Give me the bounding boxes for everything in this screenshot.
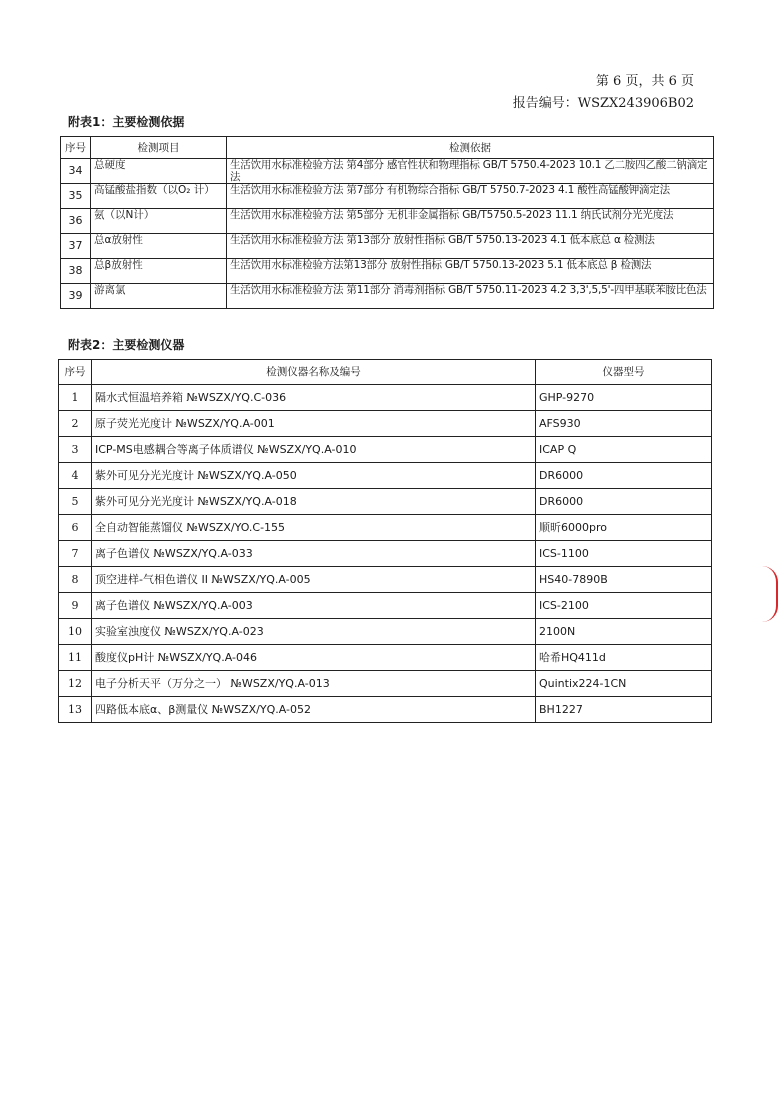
instrument-model: 2100N bbox=[536, 619, 712, 645]
table-row bbox=[61, 284, 714, 309]
table1-title: 附表1：主要检测依据 bbox=[68, 115, 185, 129]
instrument-model: DR6000 bbox=[536, 463, 712, 489]
page-info: 第 6 页，共 6 页 bbox=[595, 74, 694, 89]
table-row bbox=[59, 463, 712, 489]
col-header-no: 序号 bbox=[59, 360, 92, 385]
row-no: 39 bbox=[61, 284, 91, 309]
row-no: 3 bbox=[59, 437, 92, 463]
row-basis: 生活饮用水标准检验方法 第7部分 有机物综合指标 GB/T 5750.7-2023 4.1 酸性高锰酸钾滴定法 bbox=[227, 184, 714, 209]
instrument-name: ICP-MS电感耦合等离子体质谱仪 №WSZX/YQ.A-010 bbox=[92, 437, 536, 463]
instrument-model: AFS930 bbox=[536, 411, 712, 437]
instrument-model: ICAP Q bbox=[536, 437, 712, 463]
instrument-model: GHP-9270 bbox=[536, 385, 712, 411]
instrument-name: 酸度仪pH计 №WSZX/YQ.A-046 bbox=[92, 645, 536, 671]
instrument-name: 原子荧光光度计 №WSZX/YQ.A-001 bbox=[92, 411, 536, 437]
row-item: 总β放射性 bbox=[91, 259, 227, 284]
instrument-name: 离子色谱仪 №WSZX/YQ.A-033 bbox=[92, 541, 536, 567]
table-row bbox=[59, 515, 712, 541]
row-basis: 生活饮用水标准检验方法 第11部分 消毒剂指标 GB/T 5750.11-2023 4.2 3,3',5,5'-四甲基联苯胺比色法 bbox=[227, 284, 714, 309]
instrument-model: HS40-7890B bbox=[536, 567, 712, 593]
row-basis: 生活饮用水标准检验方法 第4部分 感官性状和物理指标 GB/T 5750.4-2023 10.1 乙二胺四乙酸二钠滴定法 bbox=[227, 159, 714, 184]
row-basis: 生活饮用水标准检验方法第13部分 放射性指标 GB/T 5750.13-2023 5.1 低本底总 β 检测法 bbox=[227, 259, 714, 284]
test-basis-table bbox=[60, 136, 714, 309]
table-row bbox=[59, 489, 712, 515]
table-row bbox=[59, 541, 712, 567]
instrument-model: Quintix224-1CN bbox=[536, 671, 712, 697]
row-no: 35 bbox=[61, 184, 91, 209]
instrument-model: ICS-2100 bbox=[536, 593, 712, 619]
row-no: 34 bbox=[61, 159, 91, 184]
row-item: 氨（以N计） bbox=[91, 209, 227, 234]
row-no: 36 bbox=[61, 209, 91, 234]
row-no: 4 bbox=[59, 463, 92, 489]
table-row bbox=[61, 259, 714, 284]
instrument-name: 隔水式恒温培养箱 №WSZX/YQ.C-036 bbox=[92, 385, 536, 411]
row-no: 11 bbox=[59, 645, 92, 671]
instrument-name: 紫外可见分光光度计 №WSZX/YQ.A-018 bbox=[92, 489, 536, 515]
row-item: 游离氯 bbox=[91, 284, 227, 309]
table-row bbox=[59, 697, 712, 723]
instrument-model: 顺昕6000pro bbox=[536, 515, 712, 541]
instrument-model: DR6000 bbox=[536, 489, 712, 515]
instrument-name: 全自动智能蒸馏仪 №WSZX/YO.C-155 bbox=[92, 515, 536, 541]
row-no: 13 bbox=[59, 697, 92, 723]
row-no: 38 bbox=[61, 259, 91, 284]
row-basis: 生活饮用水标准检验方法 第5部分 无机非金属指标 GB/T5750.5-2023 11.1 纳氏试剂分光光度法 bbox=[227, 209, 714, 234]
instrument-name: 电子分析天平（万分之一） №WSZX/YQ.A-013 bbox=[92, 671, 536, 697]
table-row bbox=[59, 619, 712, 645]
table-row bbox=[59, 645, 712, 671]
col-header-basis: 检测依据 bbox=[227, 137, 714, 159]
row-no: 1 bbox=[59, 385, 92, 411]
instrument-name: 顶空进样-气相色谱仪 II №WSZX/YQ.A-005 bbox=[92, 567, 536, 593]
table2-title: 附表2：主要检测仪器 bbox=[68, 338, 185, 352]
col-header-no: 序号 bbox=[61, 137, 91, 159]
table-row bbox=[61, 234, 714, 259]
row-no: 2 bbox=[59, 411, 92, 437]
table-row bbox=[59, 411, 712, 437]
row-basis: 生活饮用水标准检验方法 第13部分 放射性指标 GB/T 5750.13-2023 4.1 低本底总 α 检测法 bbox=[227, 234, 714, 259]
row-no: 12 bbox=[59, 671, 92, 697]
col-header-item: 检测项目 bbox=[91, 137, 227, 159]
instrument-name: 四路低本底α、β测量仪 №WSZX/YQ.A-052 bbox=[92, 697, 536, 723]
row-no: 10 bbox=[59, 619, 92, 645]
table-row bbox=[61, 159, 714, 184]
report-number: 报告编号：WSZX243906B02 bbox=[512, 96, 694, 111]
table-row bbox=[59, 385, 712, 411]
row-no: 8 bbox=[59, 567, 92, 593]
row-no: 37 bbox=[61, 234, 91, 259]
table-row bbox=[59, 593, 712, 619]
instrument-model: ICS-1100 bbox=[536, 541, 712, 567]
table-row bbox=[61, 184, 714, 209]
instrument-name: 离子色谱仪 №WSZX/YQ.A-003 bbox=[92, 593, 536, 619]
instrument-name: 实验室浊度仪 №WSZX/YQ.A-023 bbox=[92, 619, 536, 645]
instrument-model: 哈希HQ411d bbox=[536, 645, 712, 671]
col-header-model: 仪器型号 bbox=[536, 360, 712, 385]
row-item: 总α放射性 bbox=[91, 234, 227, 259]
table-row bbox=[59, 671, 712, 697]
row-item: 总硬度 bbox=[91, 159, 227, 184]
row-no: 6 bbox=[59, 515, 92, 541]
row-no: 7 bbox=[59, 541, 92, 567]
row-no: 5 bbox=[59, 489, 92, 515]
instrument-name: 紫外可见分光光度计 №WSZX/YQ.A-050 bbox=[92, 463, 536, 489]
row-item: 高锰酸盐指数（以O₂ 计） bbox=[91, 184, 227, 209]
table-row bbox=[59, 567, 712, 593]
table-row bbox=[59, 437, 712, 463]
instrument-table bbox=[58, 359, 712, 723]
table-row bbox=[61, 209, 714, 234]
row-no: 9 bbox=[59, 593, 92, 619]
col-header-name: 检测仪器名称及编号 bbox=[92, 360, 536, 385]
instrument-model: BH1227 bbox=[536, 697, 712, 723]
seal-edge-mark bbox=[762, 566, 778, 622]
